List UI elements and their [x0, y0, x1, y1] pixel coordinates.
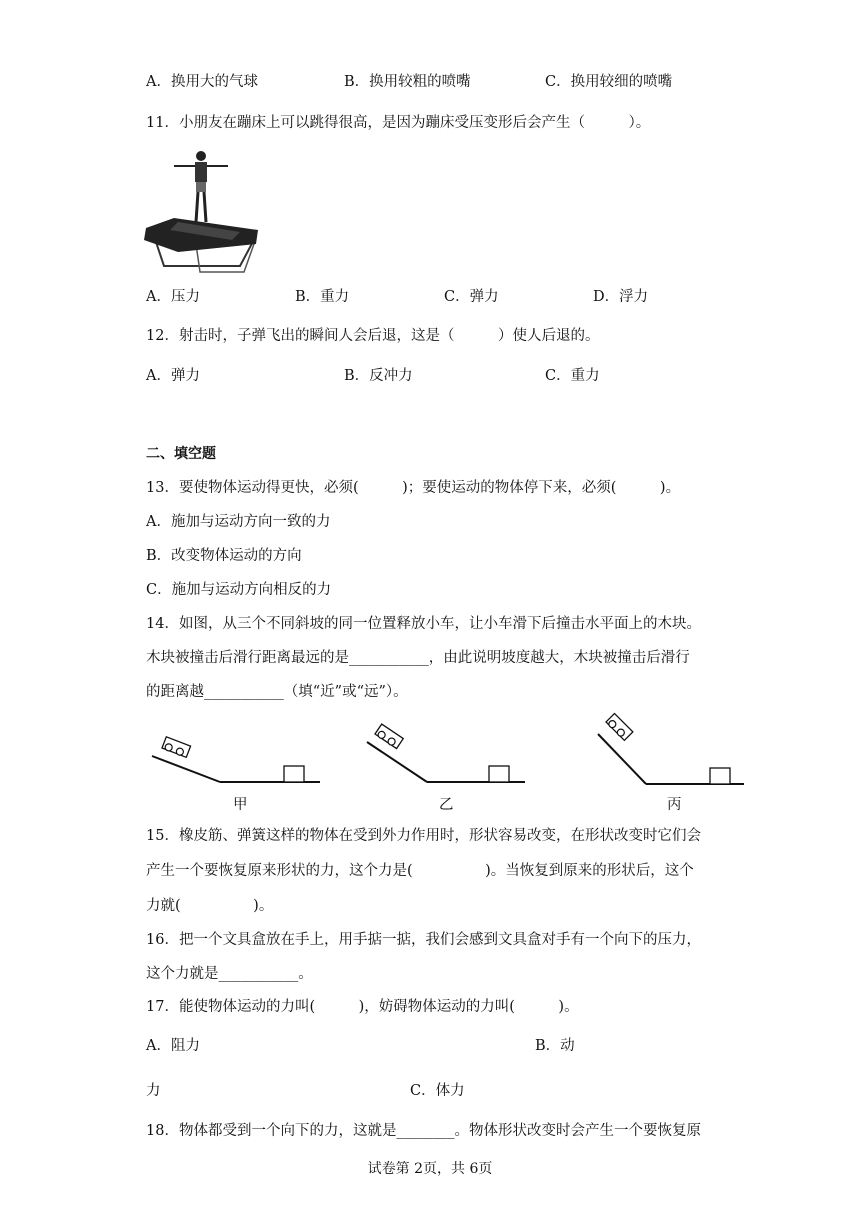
q15-line-1: 15．橡皮筋、弹簧这样的物体在受到外力作用时，形状容易改变，在形状改变时它们会 [146, 828, 701, 844]
q11-option-c: C．弹力 [444, 289, 499, 305]
q17-stem: 17．能使物体运动的力叫( )，妨碍物体运动的力叫( )。 [146, 999, 579, 1015]
q17-option-b: B．动 [535, 1038, 575, 1054]
q12-option-a: A．弹力 [146, 368, 200, 384]
q10-option-a: A．换用大的气球 [146, 74, 258, 90]
trampoline-figure [144, 148, 262, 274]
q13-option-b: B．改变物体运动的方向 [146, 548, 302, 564]
q12-stem: 12．射击时，子弹飞出的瞬间人会后退，这是（ ）使人后退的。 [146, 328, 600, 344]
q15-line-3: 力就( )。 [146, 898, 274, 914]
section-heading: 二、填空题 [146, 446, 216, 462]
q11-stem: 11．小朋友在蹦床上可以跳得很高，是因为蹦床受压变形后会产生（ ）。 [146, 115, 651, 131]
slope-figure-bing [596, 714, 746, 790]
q18-stem: 18．物体都受到一个向下的力，这就是________。物体形状改变时会产生一个要恢复原 [146, 1123, 701, 1139]
page-footer: 试卷第 2页，共 6页 [367, 1161, 493, 1177]
q17-option-c: C．体力 [410, 1083, 465, 1099]
q17-option-b-continued: 力 [146, 1083, 161, 1099]
q13-stem: 13．要使物体运动得更快，必须( )；要使运动的物体停下来，必须( )。 [146, 480, 681, 496]
q13-option-c: C．施加与运动方向相反的力 [146, 582, 332, 598]
q11-option-d: D．浮力 [593, 289, 649, 305]
q14-line-3: 的距离越___________（填“近”或“远”）。 [146, 684, 408, 700]
slope-figure-jia [150, 730, 325, 790]
figure-label-jia: 甲 [233, 797, 248, 813]
figure-label-bing: 丙 [667, 797, 682, 813]
figure-label-yi: 乙 [439, 797, 454, 813]
q13-option-a: A．施加与运动方向一致的力 [146, 514, 331, 530]
q17-option-a: A．阻力 [146, 1038, 200, 1054]
q12-option-c: C．重力 [545, 368, 600, 384]
q11-option-a: A．压力 [146, 289, 200, 305]
q10-option-c: C．换用较细的喷嘴 [545, 74, 673, 90]
q16-line-1: 16．把一个文具盒放在手上，用手掂一掂，我们会感到文具盒对手有一个向下的压力， [146, 932, 701, 948]
q14-line-1: 14．如图，从三个不同斜坡的同一位置释放小车，让小车滑下后撞击水平面上的木块。 [146, 616, 701, 632]
q10-option-b: B．换用较粗的喷嘴 [344, 74, 471, 90]
q16-line-2: 这个力就是___________。 [146, 966, 313, 982]
q11-option-b: B．重力 [295, 289, 350, 305]
q12-option-b: B．反冲力 [344, 368, 413, 384]
q14-line-2: 木块被撞击后滑行距离最远的是___________，由此说明坡度越大，木块被撞击后滑行 [146, 650, 690, 666]
slope-figure-yi [365, 726, 535, 790]
q15-line-2: 产生一个要恢复原来形状的力，这个力是( )。当恢复到原来的形状后，这个 [146, 863, 694, 879]
